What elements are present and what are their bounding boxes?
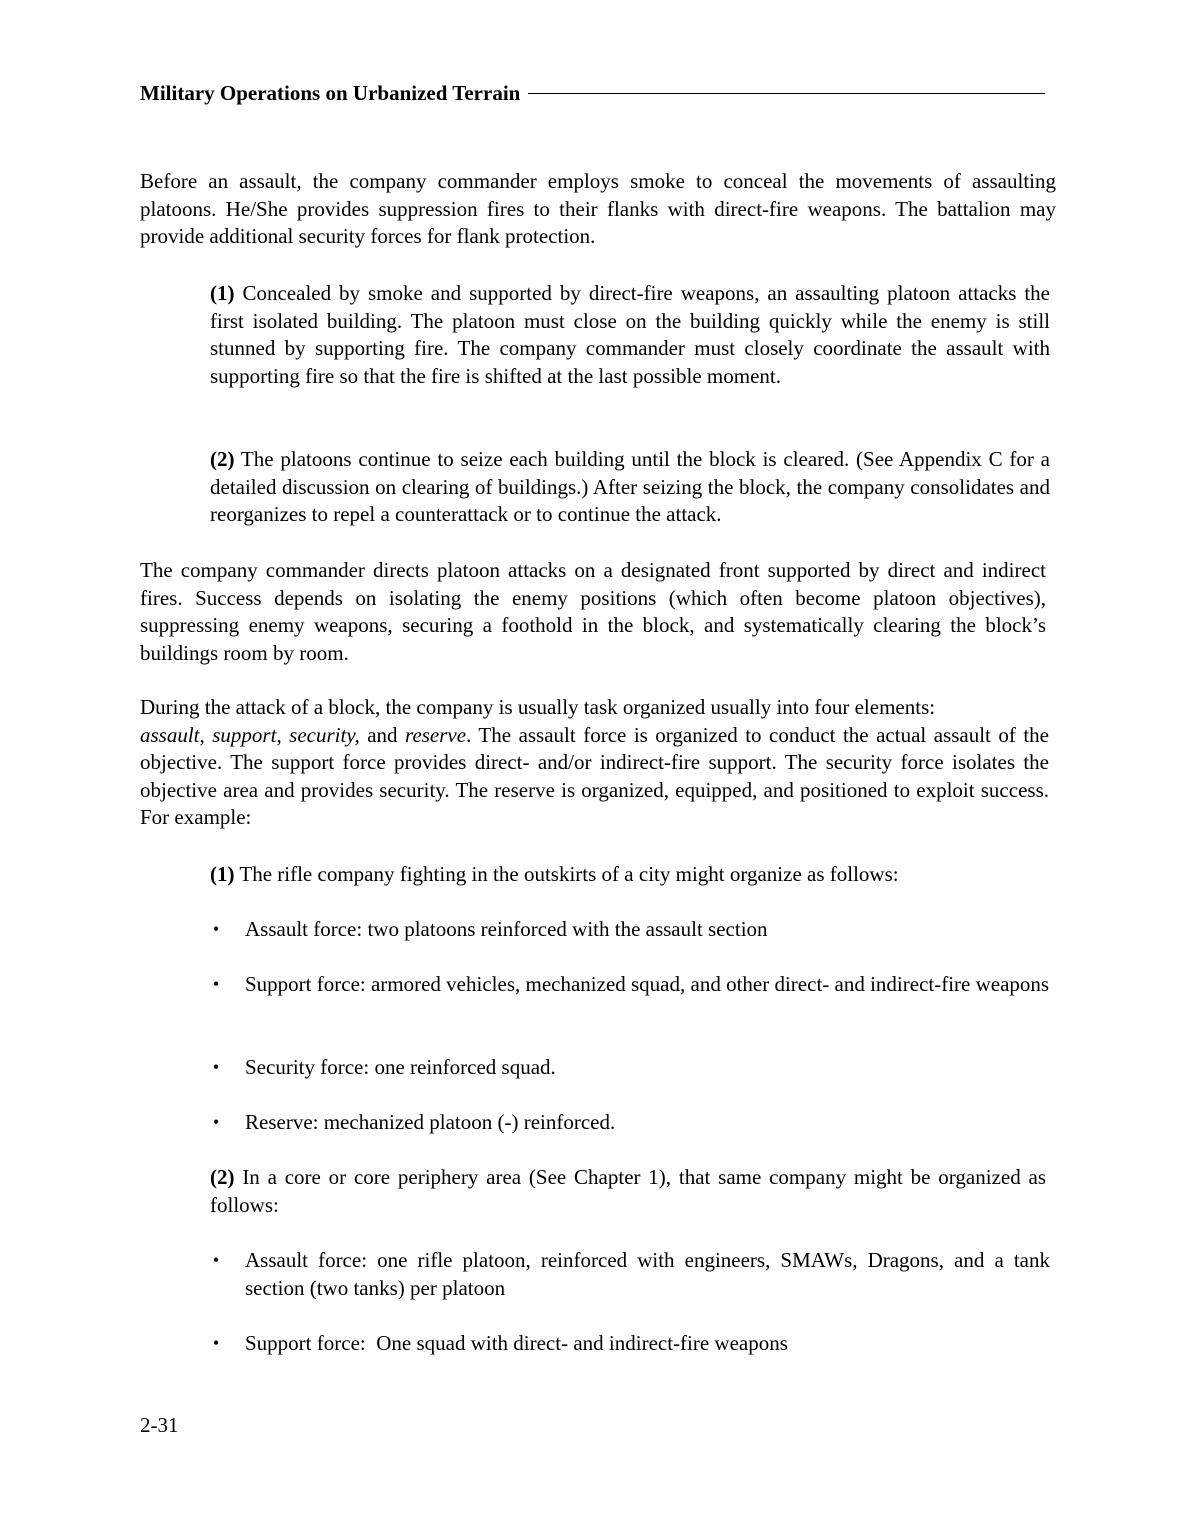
separator: ,: [276, 722, 290, 747]
subparagraph-number: (1): [210, 281, 235, 305]
separator: ,: [199, 722, 213, 747]
bullet-icon: •: [212, 1057, 220, 1077]
subparagraph-2: [210, 446, 1050, 529]
example-number: (2): [210, 1165, 235, 1189]
term-support: support: [212, 722, 277, 747]
running-header: [140, 79, 1045, 107]
example-text: The rifle company fighting in the outskirts of a city might organize as follows:: [239, 862, 899, 886]
bullet-text: Assault force: one rifle platoon, reinforced with engineers, SMAWs, Dragons, and a tank section (two tanks) per platoon: [245, 1248, 1050, 1300]
task-organization-body: [140, 722, 1049, 832]
example-text: In a core or core periphery area (See Chapter 1), that same company might be organized as follows:: [210, 1165, 1047, 1217]
bullet-text: Support force: One squad with direct- and indirect-fire weapons: [245, 1331, 788, 1355]
separator: and: [359, 722, 406, 747]
bullet-icon: •: [212, 1112, 220, 1132]
bullet-icon: •: [212, 1333, 220, 1353]
subparagraph-text: The platoons continue to seize each building until the block is cleared. (See Appendix C for a detailed discussion on clearing of buildings.) After seizing the block, the company consolidates and reorganizes to repel a counterattack or to continue the attack.: [210, 447, 1050, 527]
example-number: (1): [210, 862, 235, 886]
running-header-title: Military Operations on Urbanized Terrain: [140, 81, 521, 105]
example-1: [210, 861, 1050, 889]
subparagraph-number: (2): [210, 447, 235, 471]
header-rule: [528, 93, 1045, 94]
bullet-text: Reserve: mechanized platoon (-) reinforced.: [245, 1110, 616, 1134]
paragraph-smoke-concealment: Before an assault, the company commander employs smoke to conceal the movements of assaulting platoons. He/She provides suppression fires to their flanks with direct-fire weapons. The battalion may provide additional security forces for flank protection.: [140, 169, 1056, 249]
page-number: 2-31: [140, 1413, 179, 1437]
term-reserve: reserve: [405, 722, 467, 747]
example-2: [210, 1164, 1046, 1219]
subparagraph-1: [210, 280, 1050, 390]
bullet-icon: •: [212, 1250, 220, 1270]
term-security: security,: [289, 722, 360, 747]
bullet-text: Assault force: two platoons reinforced with the assault section: [245, 917, 768, 941]
paragraph-platoon-attacks: The company commander directs platoon attacks on a designated front supported by direct and indirect fires. Success depends on isolating the enemy positions (which often become platoon objectives), suppressing enemy weapons, securing a foothold in the block, and systematically clearing the block’s buildings room by room.: [140, 558, 1046, 665]
bullet-text: Security force: one reinforced squad.: [245, 1055, 556, 1079]
bullet-icon: •: [212, 919, 220, 939]
bullet-text: Support force: armored vehicles, mechanized squad, and other direct- and indirect-fire weapons: [245, 972, 1050, 996]
task-organization-rest: . The assault force is organized to conduct the actual assault of the objective. The support force provides direct- and/or indirect-fire support. The security force isolates the objective area and provides security. The reserve is organized, equipped, and positioned to exploit success. For example:: [140, 722, 1049, 830]
bullet-icon: •: [212, 974, 220, 994]
subparagraph-text: Concealed by smoke and supported by direct-fire weapons, an assaulting platoon attacks the first isolated building. The platoon must close on the building quickly while the enemy is still stunned by supporting fire. The company commander must closely coordinate the assault with supporting fire so that the fire is shifted at the last possible moment.: [210, 281, 1050, 388]
paragraph-task-organization: [140, 694, 1049, 832]
term-assault: assault: [140, 722, 200, 747]
task-organization-first-line: During the attack of a block, the company is usually task organized usually into four elements:: [140, 695, 936, 719]
